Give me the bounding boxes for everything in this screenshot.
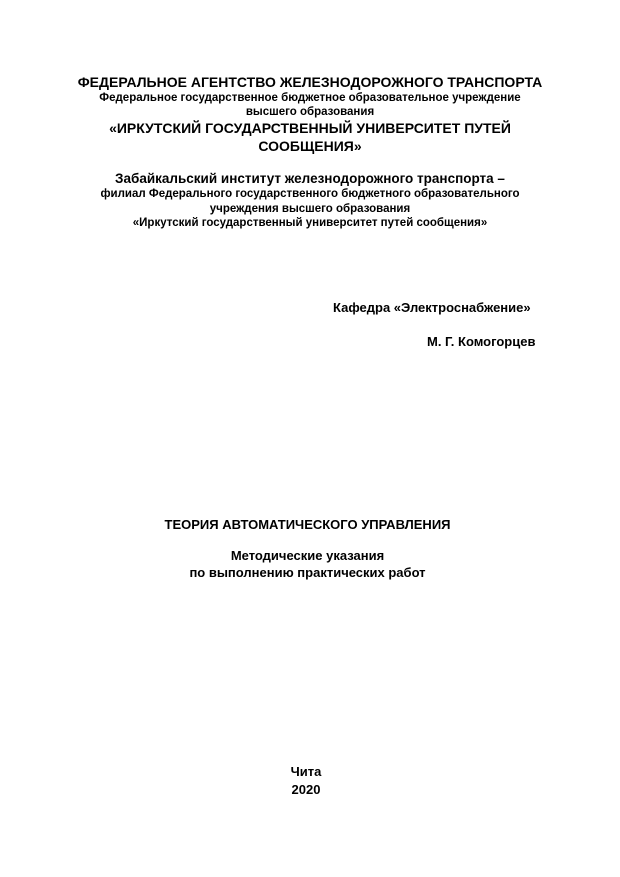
agency-name: ФЕДЕРАЛЬНОЕ АГЕНТСТВО ЖЕЛЕЗНОДОРОЖНОГО ТРАНСПОРТА [77, 74, 543, 90]
institute-line1: филиал Федерального государственного бюджетного образовательного [100, 188, 520, 200]
university-name-line1: «ИРКУТСКИЙ ГОСУДАРСТВЕННЫЙ УНИВЕРСИТЕТ ПУТЕЙ [109, 120, 511, 136]
document-subtitle [0, 547, 615, 581]
department-name: Кафедра «Электроснабжение» [333, 300, 531, 315]
university-name-line2: СООБЩЕНИЯ» [258, 138, 362, 154]
year: 2020 [291, 782, 321, 797]
institute-line3: «Иркутский государственный университет путей сообщения» [132, 217, 488, 229]
document-title: ТЕОРИЯ АВТОМАТИЧЕСКОГО УПРАВЛЕНИЯ [164, 517, 451, 532]
subtitle-line1: Методические указания [230, 548, 385, 563]
institute-block [0, 170, 620, 231]
institute-line2: учреждения высшего образования [209, 202, 411, 215]
subtitle-line2: по выполнению практических работ [189, 565, 426, 580]
institution-type-line2: высшего образования [245, 106, 375, 118]
institution-type-line1: Федеральное государственное бюджетное образовательное учреждение [99, 92, 521, 104]
city: Чита [290, 764, 322, 779]
footer-block [0, 763, 612, 799]
institute-title: Забайкальский институт железнодорожного транспорта – [115, 171, 505, 186]
author-name: М. Г. Комогорцев [427, 334, 536, 349]
header-block [0, 74, 620, 155]
